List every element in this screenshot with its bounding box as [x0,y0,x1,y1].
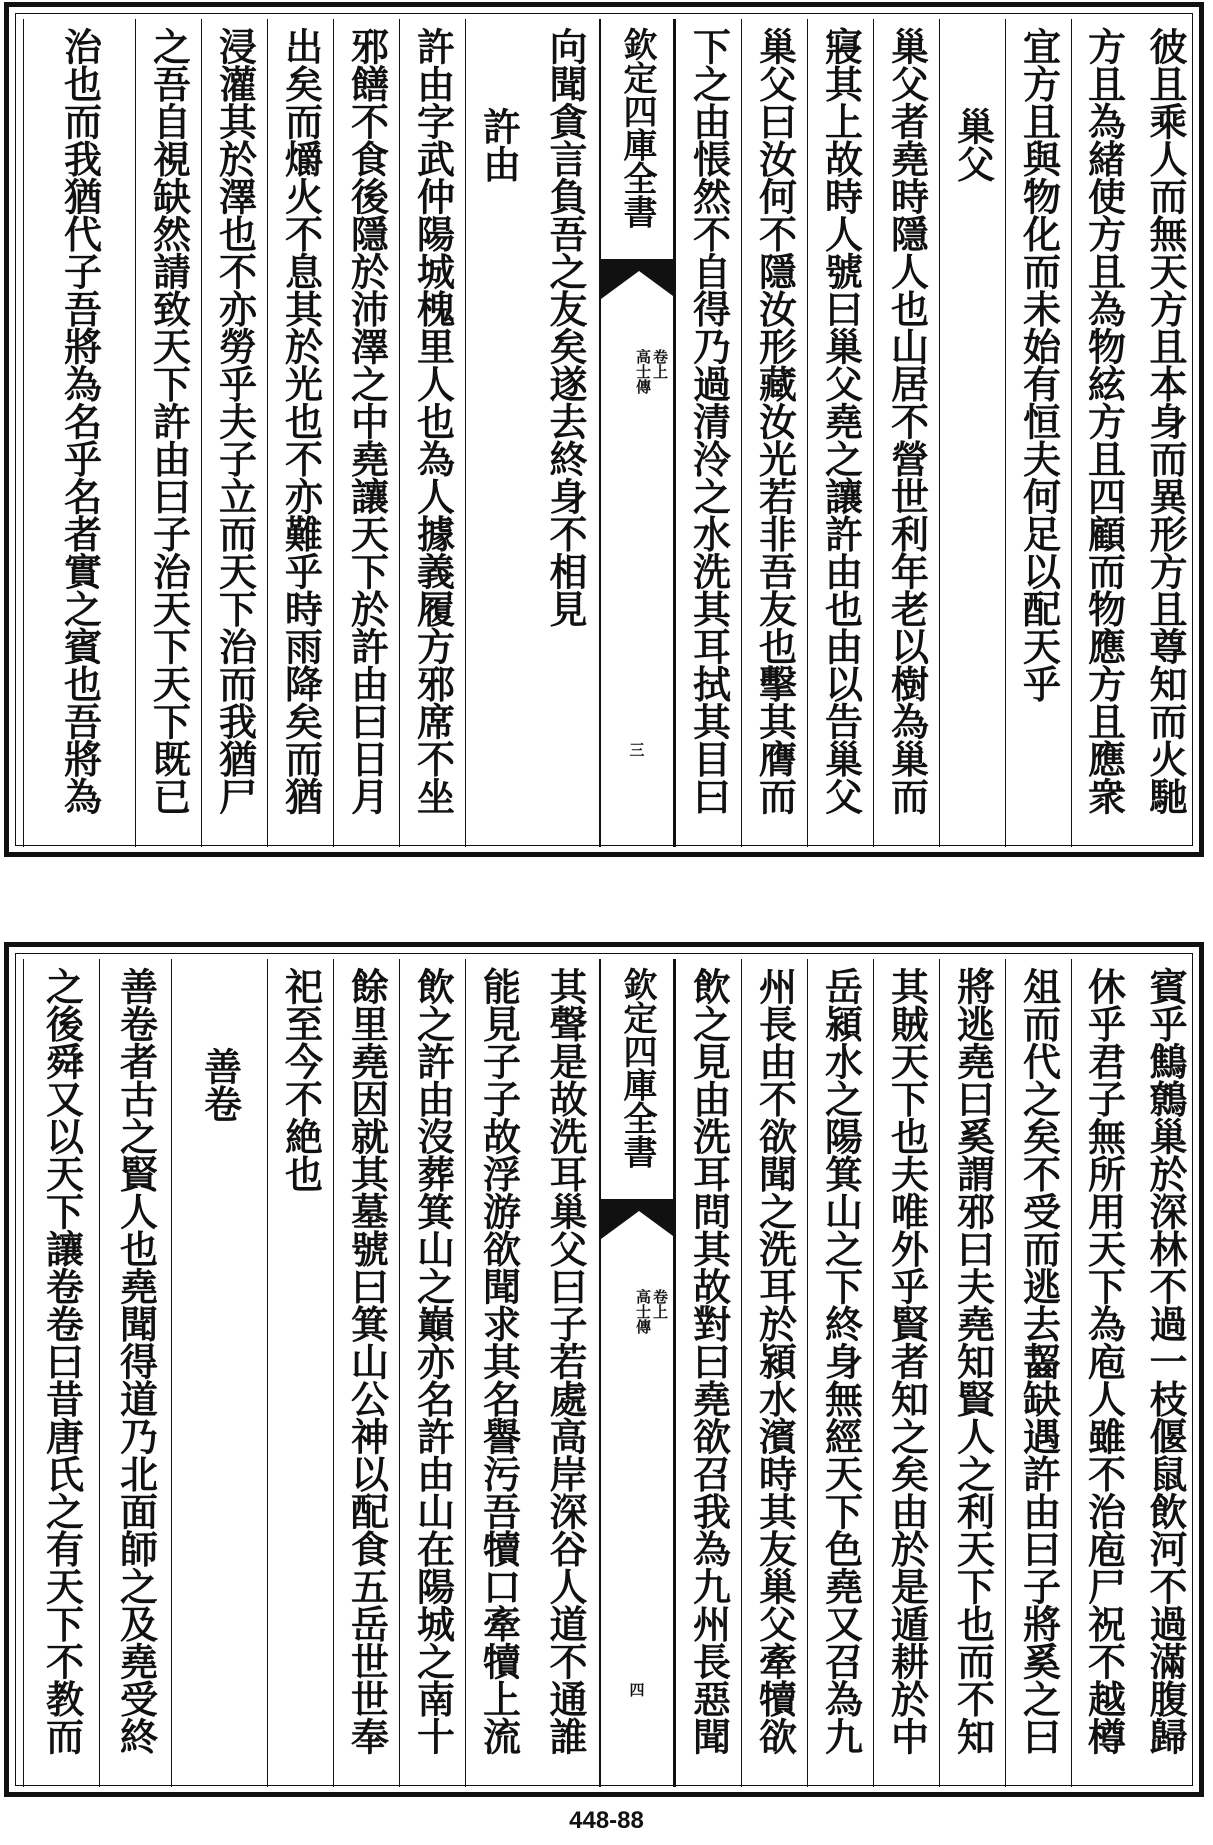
section-heading-column [171,959,267,1787]
column-text: 下之由悵然不自得乃過清泠之水洗其耳拭其目曰 [686,27,732,815]
text-column [1071,959,1135,1787]
column-text: 治也而我猶代子吾將為名乎名者實之賓也吾將為 [57,27,103,815]
document-page-2 [4,942,1204,1797]
fishtail-mark-icon [601,259,675,299]
column-text: 其聲是故洗耳巢父曰子若處高岸深谷人道不通誰 [543,967,588,1755]
column-text: 宜方且與物化而未始有恒夫何足以配天乎 [1016,27,1062,702]
book-volume-label [635,349,667,394]
book-title: 高士傳 [634,349,652,394]
book-volume-label [635,1289,667,1334]
column-text: 邪饍不食後隱於沛澤之中堯讓天下於許由曰日月 [344,27,390,815]
collection-title: 欽定四庫全書 [617,27,657,228]
center-title [601,967,673,1168]
text-column [465,959,531,1787]
center-title [601,27,673,228]
text-column [333,19,399,847]
column-text: 岳潁水之陽箕山之下終身無經天下色堯又召為九 [818,967,864,1755]
column-text: 之後舜又以天下讓卷卷曰昔唐氏之有天下不教而 [39,967,85,1755]
column-text: 俎而代之矣不受而逃去齧缺遇許由曰子將奚之曰 [1016,967,1062,1755]
column-text: 其賊天下也夫唯外乎賢者知之矣由於是遁耕於中 [884,967,930,1755]
text-column [333,959,399,1787]
text-column [807,959,873,1787]
text-column [675,959,741,1787]
text-column [201,19,267,847]
scan-page-number: 448-88 [569,1807,644,1834]
text-column [1135,19,1195,847]
column-text: 賓乎鷦鷯巢於深林不過一枝偃鼠飲河不過滿腹歸 [1143,967,1188,1755]
column-text: 州長由不欲聞之洗耳於潁水濱時其友巢父牽犢欲 [752,967,798,1755]
column-text: 向聞貪言負吾之友矣遂去終身不相見 [543,27,588,627]
section-heading: 善卷 [197,1047,243,1122]
text-column [741,19,807,847]
collection-title: 欽定四庫全書 [617,967,657,1168]
text-column [399,19,465,847]
section-heading-column [465,19,531,847]
text-column [23,19,135,847]
section-heading: 巢父 [950,107,996,182]
text-column [873,959,939,1787]
text-column [939,959,1005,1787]
text-column [1005,959,1071,1787]
page-number [601,742,673,757]
section-heading: 許由 [476,107,522,182]
column-text: 將逃堯曰奚謂邪曰夫堯知賢人之利天下也而不知 [950,967,996,1755]
column-text: 許由字武仲陽城槐里人也為人據義履方邪席不坐 [410,27,456,815]
column-text: 出矣而爝火不息其於光也不亦難乎時雨降矣而猶 [278,27,324,815]
column-text: 飲之許由沒葬箕山之巔亦名許由山在陽城之南十 [410,967,456,1755]
section-heading-column [939,19,1005,847]
text-column [873,19,939,847]
column-text: 休乎君子無所用天下為庖人雖不治庖尸祝不越樽 [1081,967,1127,1755]
fishtail-mark-icon [601,1199,675,1239]
text-column [531,959,599,1787]
text-column [675,19,741,847]
text-column [23,959,99,1787]
text-column [1135,959,1195,1787]
column-text: 方且為緒使方且為物絃方且四顧而物應方且應衆 [1081,27,1127,815]
book-title: 高士傳 [634,1289,652,1334]
column-text: 巢父曰汝何不隱汝形藏汝光若非吾友也擊其膺而 [752,27,798,815]
page-number [601,1682,673,1697]
text-column [399,959,465,1787]
center-margin-strip [599,959,675,1787]
text-column [1005,19,1071,847]
text-column [531,19,599,847]
column-text: 寢其上故時人號曰巢父堯之讓許由也由以告巢父 [818,27,864,815]
column-text: 彼且乘人而無天方且本身而異形方且尊知而火馳 [1143,27,1188,815]
text-column [741,959,807,1787]
column-text: 能見子子故浮游欲聞求其名譽污吾犢口牽犢上流 [476,967,522,1755]
text-column [267,19,333,847]
text-column [267,959,333,1787]
column-text: 飲之見由洗耳問其故對曰堯欲召我為九州長惡聞 [686,967,732,1755]
center-margin-strip [599,19,675,847]
volume-label: 卷上 [651,1289,669,1319]
volume-label: 卷上 [651,349,669,379]
column-text: 巢父者堯時隱人也山居不營世利年老以樹為巢而 [884,27,930,815]
column-text: 之吾自視缺然請致天下許由曰子治天下天下既已 [146,27,192,815]
page-number-text: 三 [627,742,646,757]
text-column [135,19,201,847]
page-number-text: 四 [627,1682,646,1697]
text-column [1071,19,1135,847]
column-text: 祀至今不絶也 [278,967,324,1192]
text-column [99,959,171,1787]
column-text: 餘里堯因就其墓號曰箕山公神以配食五岳世世奉 [344,967,390,1755]
document-page-1 [4,2,1204,857]
text-column [807,19,873,847]
column-text: 善卷者古之賢人也堯聞得道乃北面師之及堯受終 [113,967,159,1755]
column-text: 浸灌其於澤也不亦勞乎夫子立而天下治而我猶尸 [212,27,258,815]
